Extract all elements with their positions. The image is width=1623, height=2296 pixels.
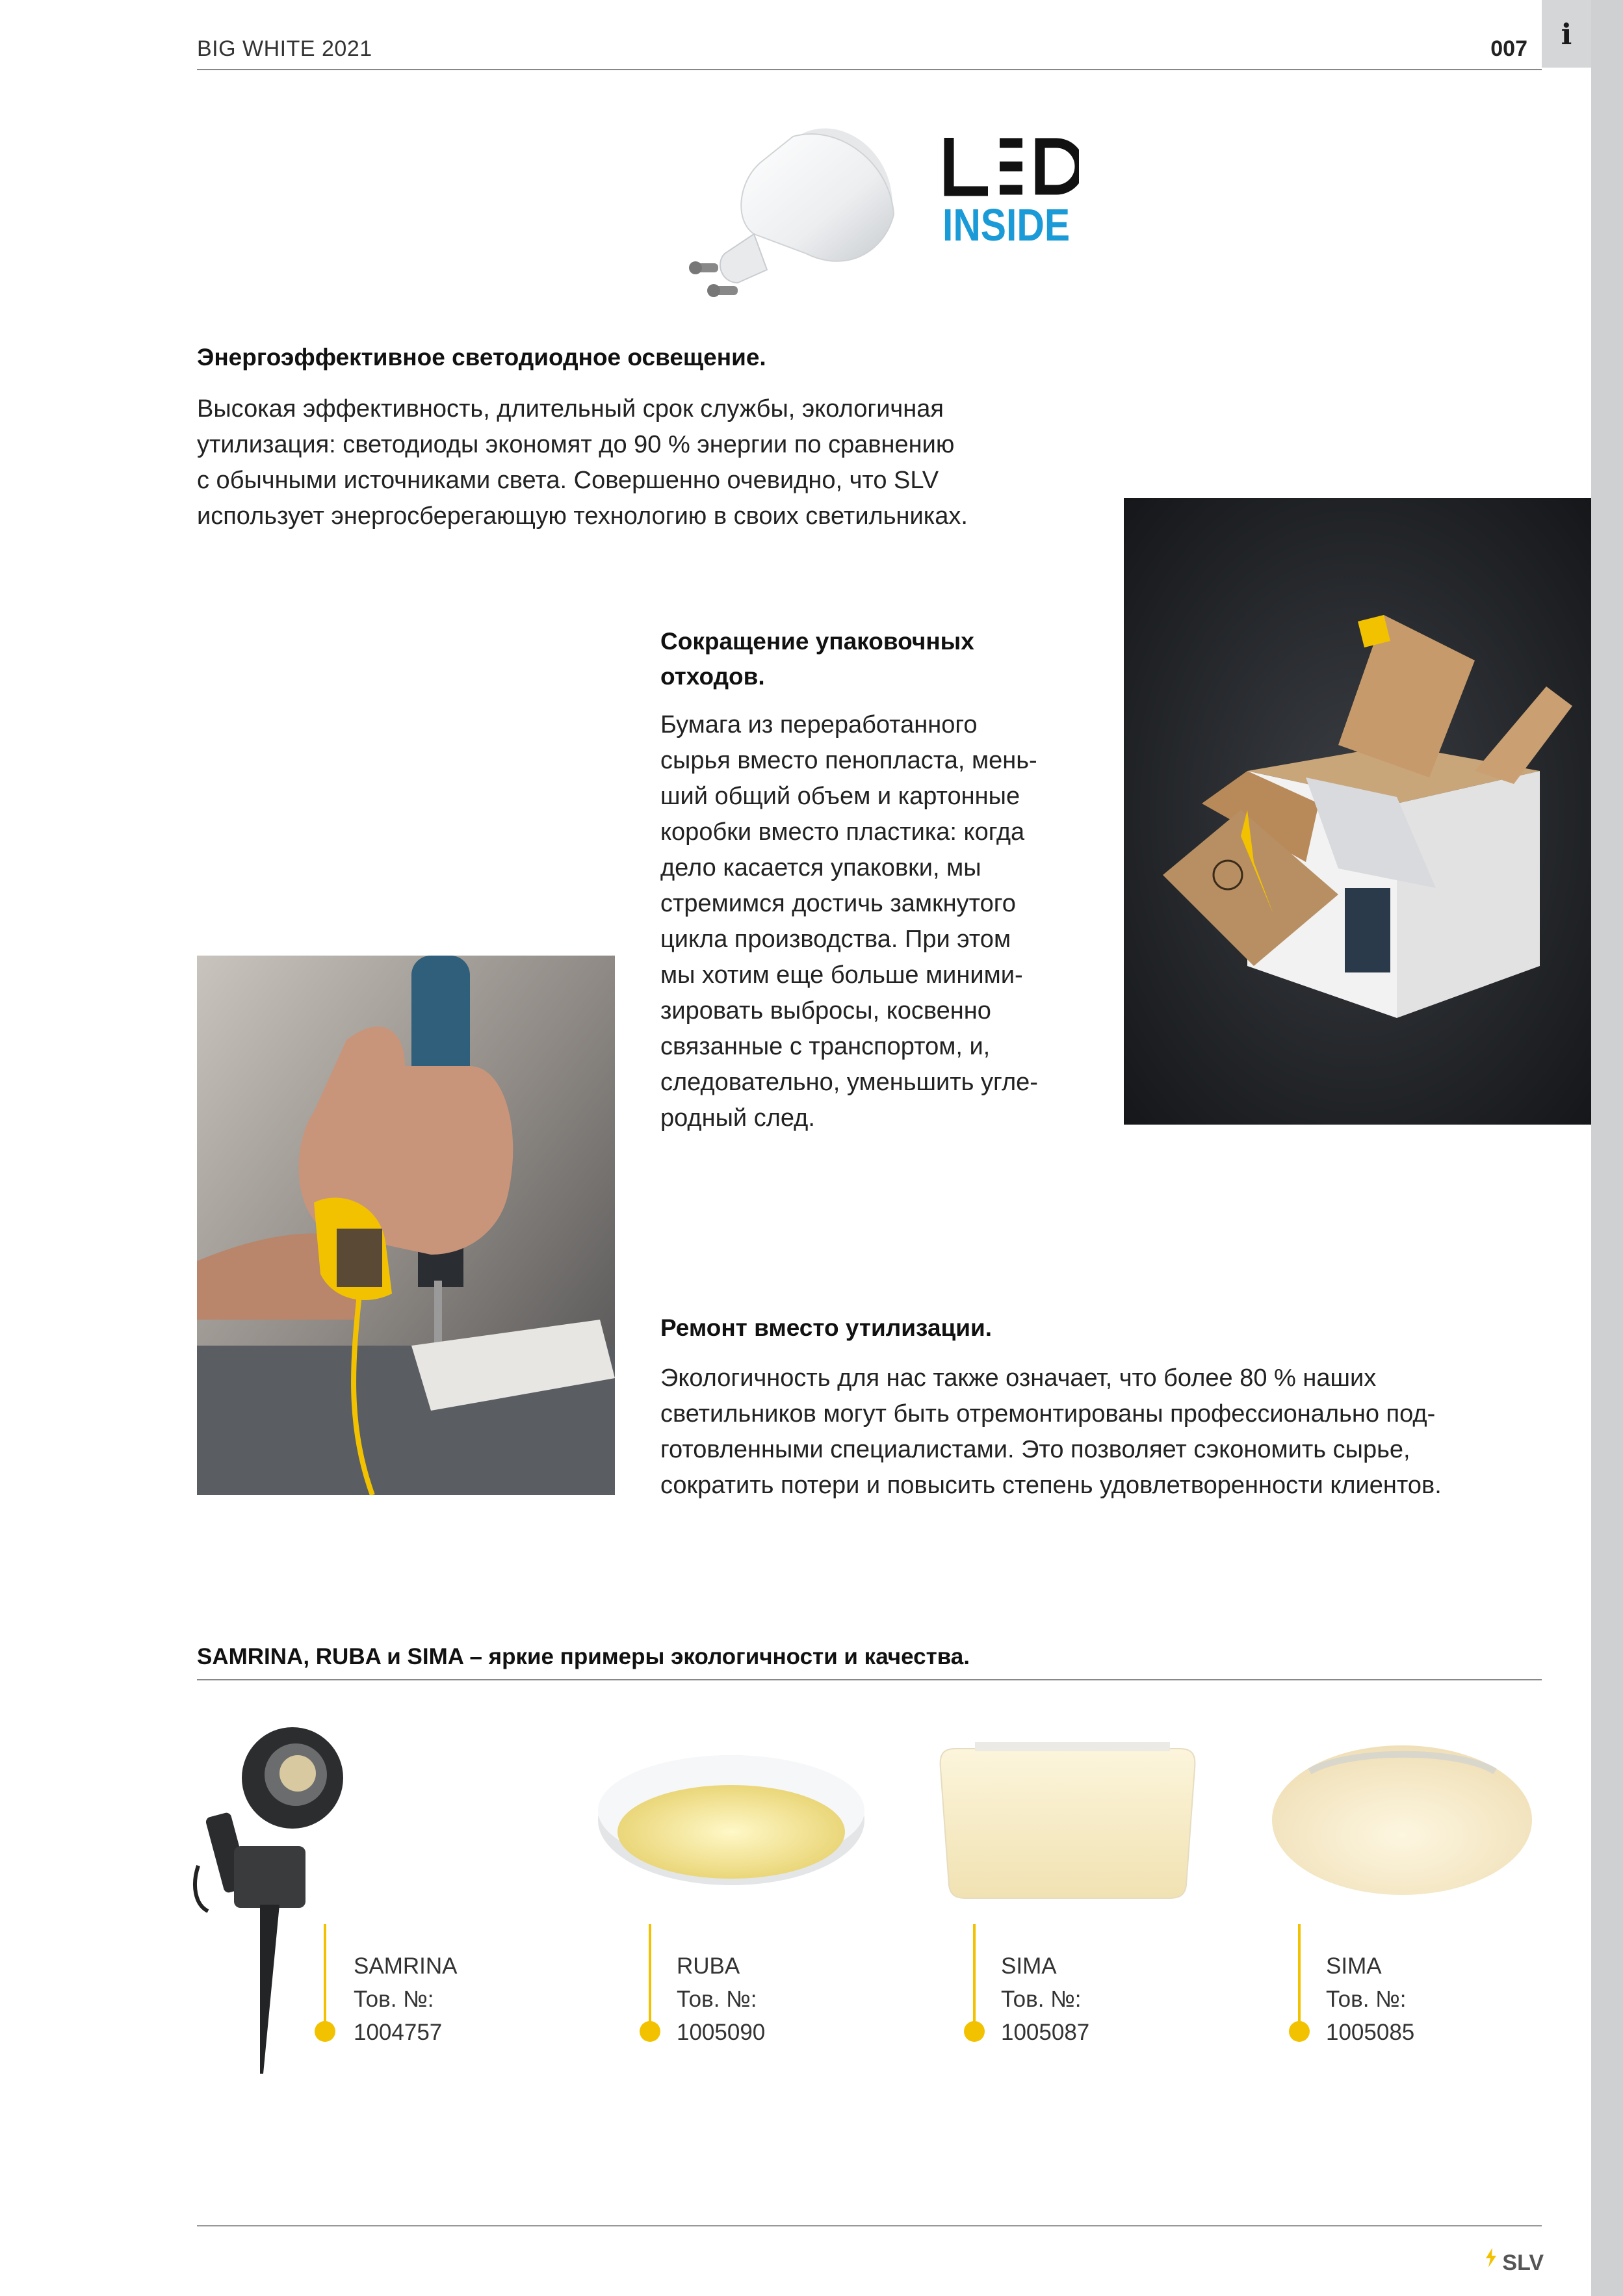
energy-line: утилизация: светодиоды экономят до 90 % энергии по сравнению (197, 431, 955, 458)
packaging-line: зировать выбросы, косвенно (660, 997, 991, 1024)
product-caption-ruba (677, 1950, 765, 2049)
products-divider (197, 1679, 1542, 1680)
product-number-label: Тов. №: (1001, 1987, 1082, 2012)
product-number: 1005087 (1001, 2020, 1090, 2045)
packaging-photo (1124, 498, 1591, 1125)
energy-text (197, 391, 1107, 534)
sima-square-image (936, 1742, 1199, 1901)
product-number-label: Тов. №: (1326, 1987, 1407, 2012)
packaging-line: родный след. (660, 1104, 815, 1132)
product-number: 1004757 (354, 2020, 443, 2045)
product-number: 1005090 (677, 2020, 766, 2045)
products-heading: SAMRINA, RUBA и SIMA – яркие примеры экологичности и качества. (197, 1644, 970, 1669)
page-number: 007 (1490, 36, 1527, 61)
footer-divider (197, 2225, 1542, 2226)
packaging-line: ший общий объем и картонные (660, 783, 1020, 810)
energy-heading: Энергоэффективное светодиодное освещение. (197, 344, 766, 371)
product-indicator-dot (1289, 2021, 1310, 2042)
packaging-heading-line: отходов. (660, 663, 765, 690)
product-name: SAMRINA (354, 1953, 458, 1979)
packaging-line: следовательно, уменьшить угле- (660, 1069, 1038, 1096)
product-indicator-line (649, 1924, 651, 2022)
packaging-line: сырья вместо пенопласта, мень- (660, 747, 1037, 774)
product-indicator-dot (315, 2021, 335, 2042)
led-logo-inside-text: INSIDE (942, 200, 1071, 250)
catalog-title: BIG WHITE 2021 (197, 36, 372, 61)
repair-text (660, 1361, 1557, 1504)
repair-line: светильников могут быть отремонтированы профессионально под- (660, 1400, 1436, 1428)
header-divider (197, 69, 1542, 70)
product-indicator-dot (964, 2021, 985, 2042)
energy-line: использует энергосберегающую технологию в своих светильниках. (197, 502, 968, 530)
packaging-line: стремимся достичь замкнутого (660, 890, 1016, 917)
energy-line: с обычными источниками света. Совершенно очевидно, что SLV (197, 467, 939, 494)
repair-line: Экологичность для нас также означает, что более 80 % наших (660, 1364, 1377, 1392)
packaging-line: мы хотим еще больше миними- (660, 961, 1023, 989)
product-number-label: Тов. №: (354, 1987, 434, 2012)
slv-logo: SLV (1502, 2250, 1544, 2275)
repair-line: сократить потери и повысить степень удовлетворенности клиентов. (660, 1472, 1442, 1499)
product-caption-samrina (354, 1950, 457, 2049)
sima-round-image (1271, 1736, 1534, 1898)
packaging-line: цикла производства. При этом (660, 926, 1011, 953)
led-bulb-image (676, 124, 903, 319)
repair-heading: Ремонт вместо утилизации. (660, 1314, 993, 1341)
packaging-text (660, 707, 1115, 1136)
repair-line: готовленными специалистами. Это позволяет сэкономить сырье, (660, 1436, 1410, 1463)
product-indicator-line (973, 1924, 976, 2022)
packaging-heading-line: Сокращение упаковочных (660, 628, 974, 655)
packaging-line: Бумага из переработанного (660, 711, 978, 738)
side-strip (1591, 0, 1623, 2296)
product-name: SIMA (1326, 1953, 1382, 1979)
energy-line: Высокая эффективность, длительный срок службы, экологичная (197, 395, 944, 423)
ruba-image (595, 1749, 868, 1892)
led-logo-top (942, 138, 1079, 200)
product-name: RUBA (677, 1953, 740, 1979)
info-icon[interactable]: i (1561, 18, 1572, 51)
product-caption-sima-1 (1001, 1950, 1089, 2049)
repair-photo (197, 956, 615, 1495)
packaging-line: дело касается упаковки, мы (660, 854, 981, 881)
product-indicator-line (324, 1924, 326, 2022)
product-name: SIMA (1001, 1953, 1057, 1979)
packaging-heading (660, 624, 974, 694)
packaging-line: связанные с транспортом, и, (660, 1033, 991, 1060)
product-indicator-line (1298, 1924, 1301, 2022)
product-number-label: Тов. №: (677, 1987, 757, 2012)
product-number: 1005085 (1326, 2020, 1415, 2045)
packaging-line: коробки вместо пластика: когда (660, 818, 1025, 846)
product-caption-sima-2 (1326, 1950, 1414, 2049)
product-indicator-dot (640, 2021, 660, 2042)
